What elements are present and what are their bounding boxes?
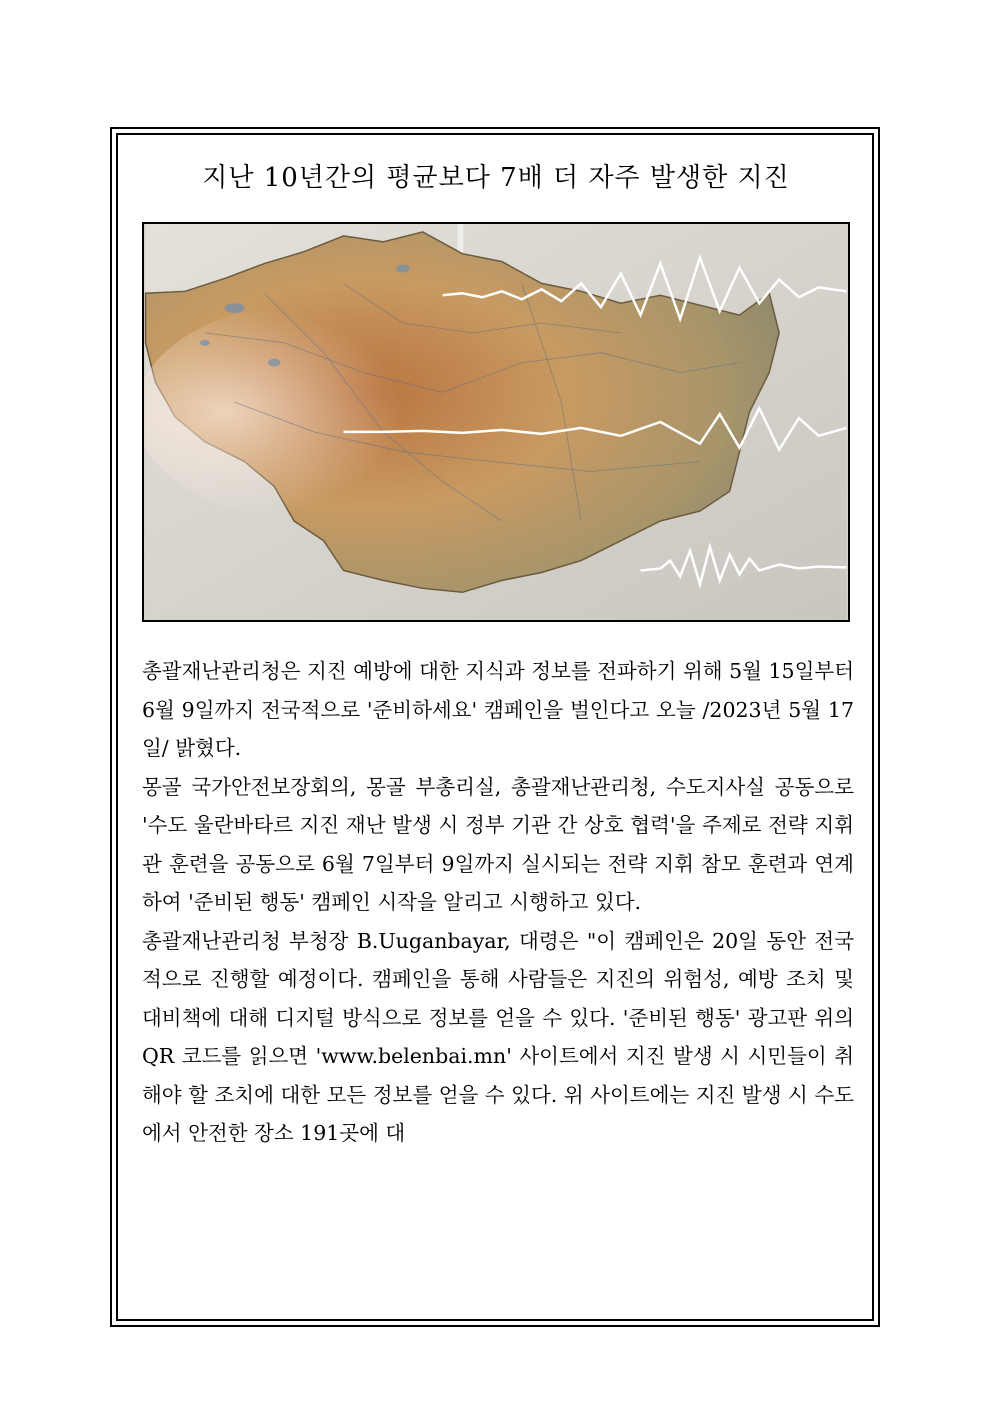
article-title: 지난 10년간의 평균보다 7배 더 자주 발생한 지진 xyxy=(202,163,790,193)
paragraph-1: 총괄재난관리청은 지진 예방에 대한 지식과 정보를 전파하기 위해 5월 15일부터 6월 9일까지 전국적으로 '준비하세요' 캠페인을 벌인다고 오늘 /2023년 5월 17일/ 밝혔다. xyxy=(142,659,854,760)
hand-shadow-overlay xyxy=(144,303,492,521)
paragraph-2: 몽골 국가안전보장회의, 몽골 부총리실, 총괄재난관리청, 수도지사실 공동으로 '수도 울란바타르 지진 재난 발생 시 정부 기관 간 상호 협력'을 주제로 전략 지휘관 훈련을 공동으로 6월 7일부터 9일까지 실시되는 전략 지휘 참모 훈련과 연계하여 '준비된 행동' 캠페인 시작을 알리고 시행하고 있다. xyxy=(142,774,854,914)
paragraph-3: 총괄재난관리청 부청장 B.Uuganbayar, 대령은 "이 캠페인은 20일 동안 전국적으로 진행할 예정이다. 캠페인을 통해 사람들은 지진의 위험성, 예방 조치 및 대비책에 대해 디지털 방식으로 정보를 얻을 수 있다. '준비된 행동' 광고판 위의 QR 코드를 읽으면 'www.belenbai.mn' 사이트에서 지진 발생 시 시민들이 취해야 할 조치에 대한 모든 정보를 얻을 수 있다. 위 사이트에는 지진 발생 시 수도에서 안전한 장소 191곳에 대 xyxy=(142,928,854,1145)
article-image xyxy=(142,222,850,622)
mongolia-seismic-map xyxy=(144,224,848,620)
article-body xyxy=(142,652,854,1153)
